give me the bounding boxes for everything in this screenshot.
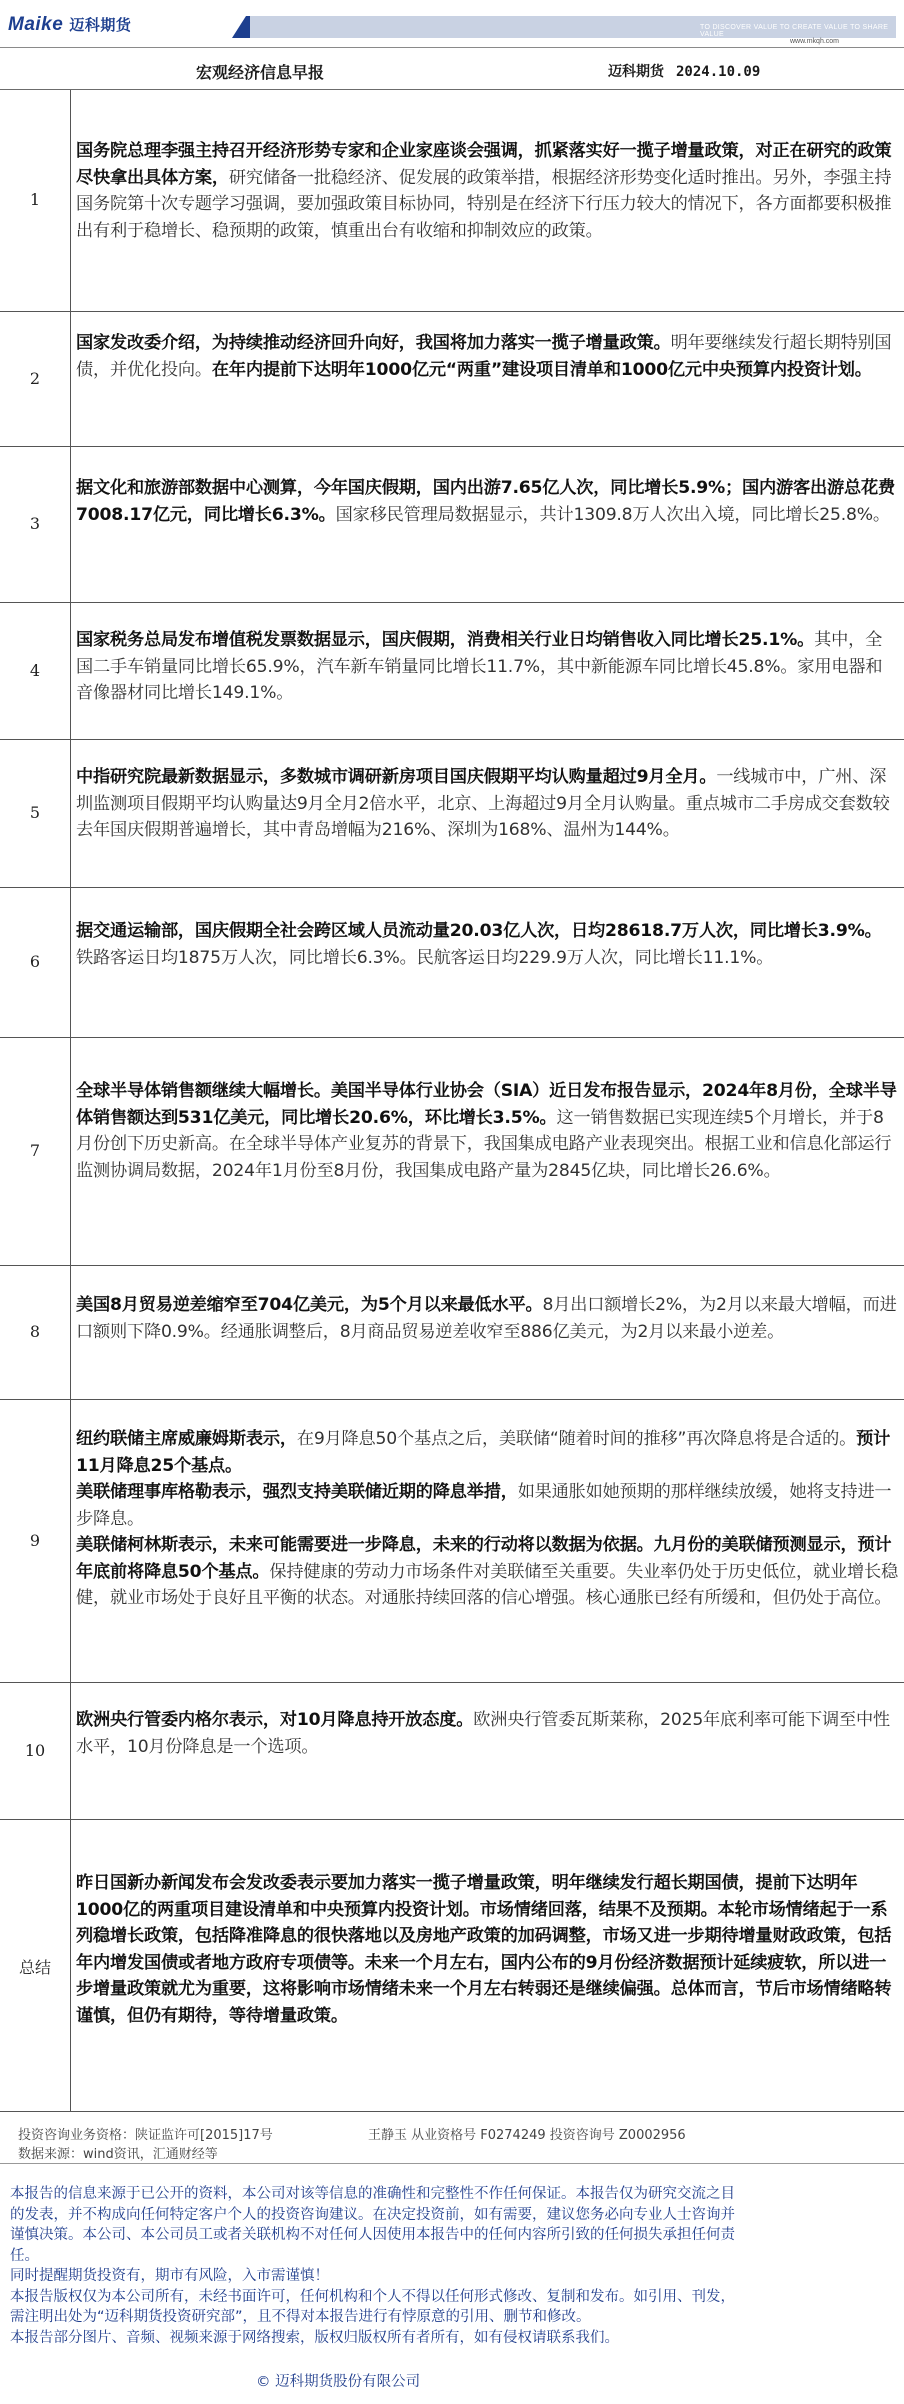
news-row bbox=[0, 1683, 904, 1820]
report-title: 宏观经济信息早报 bbox=[196, 63, 325, 82]
news-bold-text: 据文化和旅游部数据中心测算，今年国庆假期，国内出游7.65亿人次，同比增长5.9%；国内游客出游总花费7008.17亿元，同比增长6.3%。 bbox=[76, 478, 895, 525]
disclaimer-paragraph: 同时提醒期货投资有，期市有风险，入市需谨慎！ bbox=[10, 2268, 329, 2284]
news-text: 8月出口额增长2%，为2月以来最大增幅，而进口额则下降0.9%。经通胀调整后，8月商品贸易逆差收窄至886亿美元，为2月以来最小逆差。 bbox=[76, 1295, 897, 1342]
news-row-number: 8 bbox=[29, 1322, 41, 1341]
news-row-number: 5 bbox=[29, 803, 41, 822]
news-bold-text: 纽约联储主席威廉姆斯表示， bbox=[76, 1429, 297, 1449]
news-text: 研究储备一批稳经济、促发展的政策举措，根据经济形势变化适时推出。另外，李强主持国务院第十次专题学习强调，要加强政策目标协同，特别是在经济下行压力较大的情况下，各方面都要积极推出有利于稳增长、稳预期的政策，慎重出台有收缩和抑制效应的政策。 bbox=[76, 167, 892, 241]
news-row-content bbox=[76, 627, 898, 707]
news-row-content bbox=[76, 918, 898, 971]
news-row bbox=[0, 1038, 904, 1266]
news-text: 保持健康的劳动力市场条件对美联储至关重要。失业率仍处于历史低位，就业增长稳健，就业市场处于良好且平衡的状态。对通胀持续回落的信心增强。核心通胀已经有所缓和，但仍处于高位。 bbox=[76, 1561, 898, 1608]
news-text: 如果通胀如她预期的那样继续放缓，她将支持进一步降息。 bbox=[76, 1482, 892, 1529]
news-row bbox=[0, 1266, 904, 1400]
news-row-content bbox=[76, 1707, 898, 1760]
data-source-text: 数据来源：wind资讯，汇通财经等 bbox=[18, 2147, 218, 2162]
news-text: 在9月降息50个基点之后，美联储“随着时间的推移”再次降息将是合适的。 bbox=[296, 1429, 857, 1449]
title-row bbox=[0, 48, 904, 90]
news-row-number: 10 bbox=[24, 1740, 46, 1760]
news-bold-text: 在年内提前下达明年1000亿元“两重”建设项目清单和1000亿元中央预算内投资计划。 bbox=[211, 359, 872, 380]
copyright-text: © 迈科期货股份有限公司 bbox=[256, 2374, 421, 2390]
report-company: 迈科期货 bbox=[608, 64, 664, 80]
news-text: 这一销售数据已实现连续5个月增长，并于8月份创下历史新高。在全球半导体产业复苏的背景下，我国集成电路产业表现突出。根据工业和信息化部运行监测协调局数据，2024年1月份至8月份，我国集成电路产量为2845亿块，同比增长26.6%。 bbox=[76, 1107, 892, 1181]
report-company-date bbox=[608, 61, 760, 81]
news-row-number: 2 bbox=[29, 368, 41, 388]
report-header bbox=[0, 0, 904, 48]
news-text: 其中，全国二手车销量同比增长65.9%，汽车新车销量同比增长11.7%，其中新能源车同比增长45.8%。家用电器和音像器材同比增长149.1%。 bbox=[76, 630, 883, 703]
news-row-number: 4 bbox=[29, 660, 41, 680]
news-row-content bbox=[76, 1078, 898, 1184]
news-row-number: 总结 bbox=[18, 1958, 51, 1977]
news-text: 明年要继续发行超长期特别国债，并优化投向。 bbox=[76, 333, 892, 380]
news-bold-text: 据交通运输部，国庆假期全社会跨区域人员流动量20.03亿人次，日均28618.7万人次，同比增长3.9%。 bbox=[76, 921, 882, 941]
news-bold-text: 欧洲央行管委内格尔表示，对10月降息持开放态度。 bbox=[76, 1710, 474, 1730]
news-text: 国家移民管理局数据显示，共计1309.8万人次出入境，同比增长25.8%。 bbox=[335, 504, 890, 525]
footer-divider bbox=[0, 2163, 904, 2164]
news-text: 一线城市中，广州、深圳监测项目假期平均认购量达9月全月2倍水平，北京、上海超过9月全月认购量。重点城市二手房成交套数较去年国庆假期普遍增长，其中青岛增幅为216%、深圳为168%、温州为144%。 bbox=[76, 767, 890, 840]
news-bold-text: 国家税务总局发布增值税发票数据显示，国庆假期，消费相关行业日均销售收入同比增长25.1%。 bbox=[76, 630, 815, 650]
news-row-content bbox=[76, 138, 898, 244]
news-bold-text: 预计11月降息25个基点。 bbox=[76, 1429, 891, 1476]
header-slogan: TO DISCOVER VALUE TO CREATE VALUE TO SHARE VALUE bbox=[700, 24, 889, 38]
logo-en-text: Maike bbox=[8, 14, 64, 35]
news-row-content bbox=[76, 1292, 898, 1345]
news-bold-text: 美联储柯林斯表示，未来可能需要进一步降息，未来的行动将以数据为依据。九月份的美联储预测显示，预计年底前将降息50个基点。 bbox=[76, 1535, 892, 1582]
news-row bbox=[0, 312, 904, 447]
report-date: 2024.10.09 bbox=[676, 64, 761, 80]
news-row bbox=[0, 447, 904, 603]
company-logo bbox=[8, 14, 131, 36]
logo-cn-text: 迈科期货 bbox=[69, 17, 132, 34]
header-site: www.mkqh.com bbox=[790, 38, 840, 45]
news-row bbox=[0, 603, 904, 740]
news-bold-text: 全球半导体销售额继续大幅增长。美国半导体行业协会（SIA）近日发布报告显示，2024年8月份，全球半导体销售额达到531亿美元，同比增长20.6%，环比增长3.5%。 bbox=[76, 1081, 897, 1128]
news-row bbox=[0, 888, 904, 1038]
disclaimer-paragraph: 本报告的信息来源于已公开的资料，本公司对该等信息的准确性和完整性不作任何保证。本报告仅为研究交流之目的发表，并不构成向任何特定客户个人的投资咨询建议。在决定投资前，如有需要，建议您务必向专业人士咨询并谨慎决策。本公司、本公司员工或者关联机构不对任何人因使用本报告中的任何内容所引致的任何损失承担任何责任。 bbox=[10, 2186, 735, 2264]
news-bold-text: 昨日国新办新闻发布会发改委表示要加力落实一揽子增量政策，明年继续发行超长期国债，提前下达明年1000亿的两重项目建设清单和中央预算内投资计划。市场情绪回落，结果不及预期。本轮市场情绪起于一系列稳增长政策，包括降准降息的很快落地以及房地产政策的加码调整，市场又进一步期待增量财政政策，包括年内增发国债或者地方政府专项债等。未来一个月左右，国内公布的9月份经济数据预计延续疲软，所以进一步增量政策就尤为重要，这将影响市场情绪未来一个月左右转弱还是继续偏强。总体而言，节后市场情绪略转谨慎，但仍有期待，等待增量政策。 bbox=[76, 1873, 892, 2026]
news-row-content bbox=[76, 764, 898, 844]
disclaimer-paragraph: 本报告部分图片、音频、视频来源于网络搜索，版权归版权所有者所有，如有侵权请联系我们。 bbox=[10, 2329, 619, 2346]
news-bold-text: 国家发改委介绍，为持续推动经济回升向好，我国将加力落实一揽子增量政策。 bbox=[76, 333, 671, 353]
news-row bbox=[0, 1820, 904, 2112]
news-row-number: 9 bbox=[29, 1530, 41, 1550]
news-row bbox=[0, 90, 904, 312]
news-row-content bbox=[76, 1426, 898, 1612]
news-row-number: 7 bbox=[29, 1141, 41, 1160]
news-text: 铁路客运日均1875万人次，同比增长6.3%。民航客运日均229.9万人次，同比增长11.1%。 bbox=[76, 947, 774, 968]
news-row bbox=[0, 740, 904, 888]
license-text: 投资咨询业务资格：陕证监许可[2015]17号 bbox=[18, 2128, 273, 2143]
news-row-number: 1 bbox=[29, 190, 41, 209]
footer-license-line bbox=[18, 2124, 686, 2143]
news-bold-text: 美联储理事库格勒表示，强烈支持美联储近期的降息举措， bbox=[76, 1482, 518, 1502]
news-row bbox=[0, 1400, 904, 1683]
disclaimer-paragraph: 本报告版权仅为本公司所有，未经书面许可，任何机构和个人不得以任何形式修改、复制和发布。如引用、刊发，需注明出处为“迈科期货投资研究部”，且不得对本报告进行有悖原意的引用、删节和修改。 bbox=[10, 2288, 735, 2325]
news-row-content bbox=[76, 475, 898, 528]
news-bold-text: 国务院总理李强主持召开经济形势专家和企业家座谈会强调，抓紧落实好一揽子增量政策，对正在研究的政策尽快拿出具体方案， bbox=[76, 141, 892, 188]
news-row-content bbox=[76, 1870, 898, 2029]
news-row-number: 3 bbox=[29, 514, 41, 533]
news-row-content bbox=[76, 330, 898, 383]
news-table bbox=[0, 90, 904, 2112]
analyst-text: 王静玉 从业资格号 F0274249 投资咨询号 Z0002956 bbox=[368, 2128, 686, 2143]
news-text: 欧洲央行管委瓦斯莱称，2025年底利率可能下调至中性水平，10月份降息是一个选项。 bbox=[76, 1710, 890, 1757]
news-bold-text: 美国8月贸易逆差缩窄至704亿美元，为5个月以来最低水平。 bbox=[76, 1295, 543, 1315]
news-row-number: 6 bbox=[29, 952, 41, 971]
disclaimer bbox=[10, 2184, 742, 2348]
news-bold-text: 中指研究院最新数据显示，多数城市调研新房项目国庆假期平均认购量超过9月全月。 bbox=[76, 767, 717, 787]
